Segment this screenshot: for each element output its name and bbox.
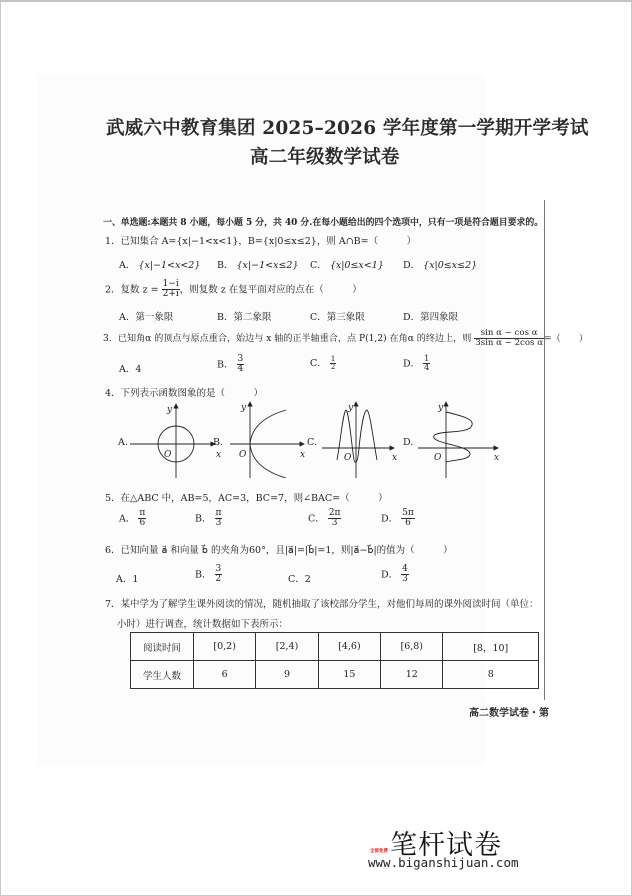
row-header: 阅读时间 [131,633,194,661]
exam-title: 武威六中教育集团 2025–2026 学年度第一学期开学考试 [106,118,589,139]
table-row [131,633,539,661]
svg-text:y: y [348,403,354,413]
q4-option-b-label[interactable]: B. [213,437,224,448]
question-3: 3．已知角α 的顶点与原点重合，始边与 x 轴的正半轴重合，点 P(1,2) 在角α 的终边上，则 $\frac{\text{sin α − cos α}}{\text{3sin α − 2cos α}}$ =（ ） [103,328,588,349]
graph-d-sideways-wave[interactable] [418,398,503,478]
table-cell: 8 [443,661,539,689]
q4-option-c-label[interactable]: C. [307,437,317,448]
q6-option-d[interactable]: D． $\frac{4}{3}$ [381,564,408,585]
question-5: 5．在△ABC 中，AB=5，AC=3，BC=7，则∠BAC=（ ） [105,493,388,504]
svg-text:x: x [494,453,500,463]
fraction: $\frac{1-i}{2+i}$ [162,279,179,300]
graph-b-parabola[interactable] [228,398,308,478]
svg-text:x: x [300,450,306,460]
table-cell: [0,2) [194,633,256,661]
svg-text:O: O [344,453,352,463]
section-heading: 一、单选题:本题共 8 小题，每小题 5 分，共 40 分.在每小题给出的四个选项中，只有一项是符合题目要求的。 [103,218,544,228]
q4-option-a-label[interactable]: A. [118,437,128,448]
q6-option-b[interactable]: B． $\frac{3}{2}$ [195,564,222,585]
question-7-line2: 小时）进行调查，统计数据如下表所示： [117,619,289,630]
reading-time-table [130,632,539,689]
q1-option-b[interactable]: B． {x|−1<x≤2} [217,260,299,271]
table-cell: 15 [318,661,380,689]
svg-text:x: x [392,453,398,463]
table-cell: [8，10] [443,633,539,661]
q2-option-d[interactable]: D．第四象限 [403,312,459,323]
row-header: 学生人数 [131,661,194,689]
svg-text:y: y [167,405,173,415]
svg-text:y: y [438,403,444,413]
q3-option-b[interactable]: B． $\frac{3}{4}$ [217,354,244,375]
q6-option-c[interactable]: C．2 [288,574,311,585]
q6-option-a[interactable]: A．1 [116,574,139,585]
exam-subtitle: 高二年级数学试卷 [250,147,400,168]
fraction: $\frac{\text{sin α − cos α}}{\text{3sin α − 2cos α}}$ [475,328,543,349]
q2-option-c[interactable]: C．第三象限 [310,312,365,323]
watermark-url: www.biganshijuan.com [368,855,519,870]
q3-option-a[interactable]: A．4 [119,364,142,375]
q1-option-c[interactable]: C． {x|0≤x<1} [310,260,384,271]
question-4: 4．下列表示函数图象的是（ ） [105,388,264,399]
q3-option-c[interactable]: C． $\frac{1}{2}$ [310,354,336,371]
table-row [131,661,539,689]
table-cell: [6,8) [381,633,443,661]
table-cell: 9 [256,661,318,689]
watermark-brand: 笔杆试卷 [390,830,502,861]
q5-option-c[interactable]: C． $\frac{2\pi}{3}$ [308,508,341,529]
svg-text:O: O [239,450,247,460]
q5-option-d[interactable]: D． $\frac{5\pi}{6}$ [381,508,414,529]
q1-option-a[interactable]: A． {x|−1<x<2} [119,260,201,271]
question-1 [105,233,416,247]
question-7-line1: 7．某中学为了解学生课外阅读的情况，随机抽取了该校部分学生，对他们每周的课外阅读时间（单位： [105,599,539,610]
page-footer: 高二数学试卷・第 [469,708,549,719]
q5-option-a[interactable]: A． $\frac{\pi}{6}$ [119,508,146,529]
svg-text:O: O [434,453,442,463]
question-6: 6．已知向量 a⃗ 和向量 b⃗ 的夹角为60°，且|a⃗|=|b⃗|=1，则|a⃗−b⃗|的值为（ ） [105,545,453,556]
watermark-tag: 全部免费 [370,849,388,854]
svg-text:O: O [164,450,172,460]
question-2: 2．复数 z = $\frac{1-i}{2+i}$ ，则复数 z 在复平面对应的点在（ ） [105,279,362,300]
graph-c-wave[interactable] [322,398,402,478]
q2-option-b[interactable]: B．第二象限 [217,312,272,323]
q5-option-b[interactable]: B． $\frac{\pi}{3}$ [195,508,222,529]
table-cell: [4,6) [318,633,380,661]
graph-a-circle[interactable] [130,398,230,478]
table-cell: 12 [381,661,443,689]
question-number: 1． [105,236,121,247]
scan-edge-line [544,200,545,700]
q4-option-d-label[interactable]: D. [403,437,414,448]
q3-option-d[interactable]: D． $\frac{1}{4}$ [403,354,430,373]
svg-text:y: y [241,403,247,413]
svg-text:x: x [216,450,222,460]
q2-option-a[interactable]: A．第一象限 [119,312,174,323]
q1-option-d[interactable]: D． {x|0≤x≤2} [403,260,478,271]
question-text: 已知集合 A={x|−1<x<1}，B={x|0≤x≤2}，则 A∩B=（ ） [120,236,417,247]
table-cell: 6 [194,661,256,689]
table-cell: [2,4) [256,633,318,661]
